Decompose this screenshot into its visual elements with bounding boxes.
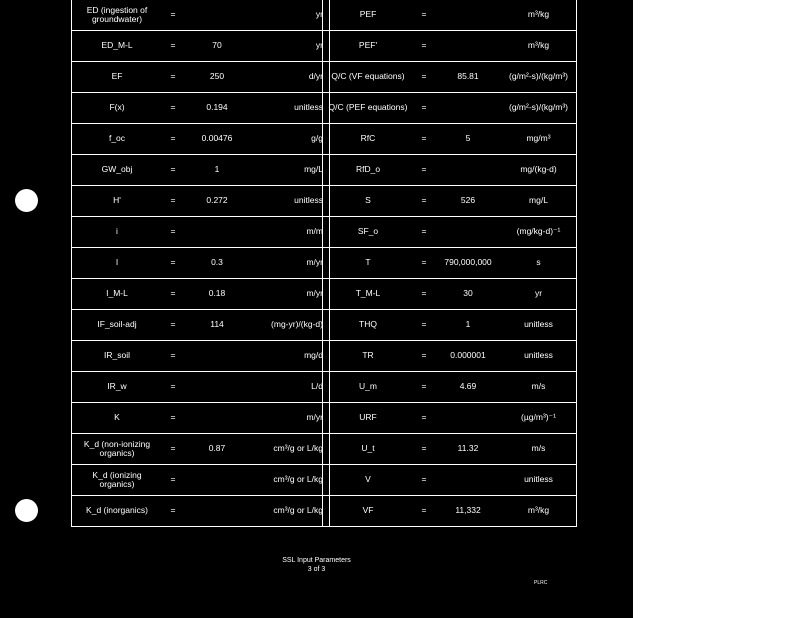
parameter-unit: m³/kg bbox=[501, 496, 577, 527]
parameter-value: 114 bbox=[184, 310, 250, 341]
parameter-row bbox=[72, 465, 330, 496]
parameter-value bbox=[435, 0, 501, 31]
equals-sign: = bbox=[413, 279, 435, 310]
parameter-name: IF_soil-adj bbox=[72, 310, 163, 341]
equals-sign: = bbox=[162, 217, 184, 248]
parameter-value bbox=[184, 372, 250, 403]
left-parameter-table bbox=[71, 0, 330, 527]
parameter-name: K_d (inorganics) bbox=[72, 496, 163, 527]
parameter-value: 11,332 bbox=[435, 496, 501, 527]
parameter-name: VF bbox=[323, 496, 414, 527]
parameter-value: 85.81 bbox=[435, 62, 501, 93]
parameter-name: K bbox=[72, 403, 163, 434]
equals-sign: = bbox=[162, 155, 184, 186]
parameter-name: H' bbox=[72, 186, 163, 217]
parameter-row bbox=[72, 124, 330, 155]
parameter-row bbox=[323, 310, 577, 341]
parameter-value: 5 bbox=[435, 124, 501, 155]
parameter-row bbox=[72, 248, 330, 279]
equals-sign: = bbox=[162, 62, 184, 93]
parameter-unit: m/yr bbox=[250, 248, 330, 279]
equals-sign: = bbox=[413, 62, 435, 93]
parameter-unit: mg/(kg-d) bbox=[501, 155, 577, 186]
parameter-name: IR_soil bbox=[72, 341, 163, 372]
parameter-row bbox=[323, 217, 577, 248]
parameter-value: 526 bbox=[435, 186, 501, 217]
parameter-unit: m/s bbox=[501, 434, 577, 465]
equals-sign: = bbox=[162, 0, 184, 31]
parameter-row bbox=[323, 248, 577, 279]
parameter-row bbox=[323, 341, 577, 372]
parameter-name: TR bbox=[323, 341, 414, 372]
parameter-value bbox=[184, 403, 250, 434]
parameter-name: I bbox=[72, 248, 163, 279]
parameter-row bbox=[72, 341, 330, 372]
parameter-name: f_oc bbox=[72, 124, 163, 155]
parameter-unit: unitless bbox=[250, 186, 330, 217]
equals-sign: = bbox=[413, 310, 435, 341]
parameter-name: THQ bbox=[323, 310, 414, 341]
parameter-unit: unitless bbox=[501, 310, 577, 341]
parameter-value bbox=[435, 93, 501, 124]
parameter-unit: yr bbox=[250, 0, 330, 31]
equals-sign: = bbox=[413, 403, 435, 434]
parameter-name: i bbox=[72, 217, 163, 248]
parameter-row bbox=[72, 186, 330, 217]
parameter-unit: mg/L bbox=[250, 155, 330, 186]
parameter-name: U_m bbox=[323, 372, 414, 403]
parameter-row bbox=[72, 310, 330, 341]
parameter-name: EF bbox=[72, 62, 163, 93]
parameter-unit: d/yr bbox=[250, 62, 330, 93]
parameter-unit: mg/L bbox=[501, 186, 577, 217]
parameter-unit: mg/m³ bbox=[501, 124, 577, 155]
parameter-row bbox=[72, 403, 330, 434]
parameter-value bbox=[435, 155, 501, 186]
equals-sign: = bbox=[162, 310, 184, 341]
parameter-unit: yr bbox=[501, 279, 577, 310]
parameter-value: 4.69 bbox=[435, 372, 501, 403]
equals-sign: = bbox=[413, 93, 435, 124]
footer-page-number: 3 of 3 bbox=[307, 566, 326, 573]
parameter-unit: m³/kg bbox=[501, 31, 577, 62]
equals-sign: = bbox=[162, 403, 184, 434]
parameter-row bbox=[72, 434, 330, 465]
parameter-unit: m/yr bbox=[250, 279, 330, 310]
parameter-unit: g/g bbox=[250, 124, 330, 155]
parameter-name: S bbox=[323, 186, 414, 217]
parameter-row bbox=[72, 217, 330, 248]
parameter-row bbox=[323, 186, 577, 217]
parameter-unit: s bbox=[501, 248, 577, 279]
parameter-row bbox=[72, 155, 330, 186]
equals-sign: = bbox=[162, 434, 184, 465]
parameter-unit: (mg/kg-d)⁻¹ bbox=[501, 217, 577, 248]
equals-sign: = bbox=[162, 496, 184, 527]
equals-sign: = bbox=[162, 279, 184, 310]
parameter-name: T_M-L bbox=[323, 279, 414, 310]
parameter-value: 0.3 bbox=[184, 248, 250, 279]
parameter-value: 0.18 bbox=[184, 279, 250, 310]
parameter-row bbox=[72, 279, 330, 310]
equals-sign: = bbox=[162, 465, 184, 496]
parameter-value bbox=[184, 0, 250, 31]
parameter-name: F(x) bbox=[72, 93, 163, 124]
parameter-name: URF bbox=[323, 403, 414, 434]
parameter-value: 0.00476 bbox=[184, 124, 250, 155]
parameter-row bbox=[323, 62, 577, 93]
parameter-value: 250 bbox=[184, 62, 250, 93]
parameter-row bbox=[72, 62, 330, 93]
parameter-unit: mg/d bbox=[250, 341, 330, 372]
parameter-unit: (mg-yr)/(kg-d) bbox=[250, 310, 330, 341]
parameter-value bbox=[184, 465, 250, 496]
parameter-row bbox=[323, 496, 577, 527]
equals-sign: = bbox=[413, 434, 435, 465]
parameter-name: I_M-L bbox=[72, 279, 163, 310]
parameter-value: 0.272 bbox=[184, 186, 250, 217]
parameter-name: IR_w bbox=[72, 372, 163, 403]
equals-sign: = bbox=[162, 372, 184, 403]
equals-sign: = bbox=[413, 0, 435, 31]
parameter-unit: m/yr bbox=[250, 403, 330, 434]
parameter-row bbox=[72, 372, 330, 403]
parameter-value bbox=[184, 341, 250, 372]
parameter-value: 1 bbox=[435, 310, 501, 341]
parameter-row bbox=[72, 93, 330, 124]
parameter-row bbox=[323, 93, 577, 124]
parameter-row bbox=[323, 31, 577, 62]
parameter-row bbox=[323, 434, 577, 465]
parameter-name: K_d (non-ionizing organics) bbox=[72, 434, 163, 465]
parameter-name: U_t bbox=[323, 434, 414, 465]
equals-sign: = bbox=[162, 341, 184, 372]
parameter-unit: unitless bbox=[501, 341, 577, 372]
parameter-unit: m/s bbox=[501, 372, 577, 403]
parameter-unit: unitless bbox=[501, 465, 577, 496]
parameter-value: 0.194 bbox=[184, 93, 250, 124]
parameter-name: ED (ingestion of groundwater) bbox=[72, 0, 163, 31]
equals-sign: = bbox=[413, 372, 435, 403]
parameter-row bbox=[72, 496, 330, 527]
parameter-unit: cm³/g or L/kg bbox=[250, 465, 330, 496]
parameter-name: T bbox=[323, 248, 414, 279]
parameter-row bbox=[323, 279, 577, 310]
parameter-name: Q/C (PEF equations) bbox=[323, 93, 414, 124]
parameter-value: 30 bbox=[435, 279, 501, 310]
parameter-unit: unitless bbox=[250, 93, 330, 124]
parameter-value bbox=[184, 496, 250, 527]
parameter-value bbox=[184, 217, 250, 248]
equals-sign: = bbox=[413, 248, 435, 279]
parameter-value: 1 bbox=[184, 155, 250, 186]
parameter-value bbox=[435, 465, 501, 496]
equals-sign: = bbox=[162, 124, 184, 155]
parameter-unit: m³/kg bbox=[501, 0, 577, 31]
parameter-row bbox=[323, 155, 577, 186]
parameter-name: RfC bbox=[323, 124, 414, 155]
footer-title: SSL Input Parameters bbox=[282, 557, 351, 564]
parameter-name: Q/C (VF equations) bbox=[323, 62, 414, 93]
parameter-unit: (g/m²-s)/(kg/m³) bbox=[501, 62, 577, 93]
parameter-name: GW_obj bbox=[72, 155, 163, 186]
punch-hole-top bbox=[15, 189, 38, 212]
equals-sign: = bbox=[162, 186, 184, 217]
parameter-row bbox=[323, 403, 577, 434]
parameter-row bbox=[323, 372, 577, 403]
parameter-row bbox=[72, 31, 330, 62]
parameter-value: 790,000,000 bbox=[435, 248, 501, 279]
parameter-row bbox=[323, 465, 577, 496]
equals-sign: = bbox=[413, 155, 435, 186]
equals-sign: = bbox=[413, 217, 435, 248]
parameter-unit: L/d bbox=[250, 372, 330, 403]
parameter-unit: (g/m²-s)/(kg/m³) bbox=[501, 93, 577, 124]
equals-sign: = bbox=[162, 31, 184, 62]
parameter-value: 0.000001 bbox=[435, 341, 501, 372]
equals-sign: = bbox=[413, 124, 435, 155]
parameter-name: K_d (ionizing organics) bbox=[72, 465, 163, 496]
equals-sign: = bbox=[413, 465, 435, 496]
parameter-value bbox=[435, 31, 501, 62]
equals-sign: = bbox=[162, 248, 184, 279]
parameter-name: ED_M-L bbox=[72, 31, 163, 62]
parameter-value: 0.87 bbox=[184, 434, 250, 465]
parameter-name: RfD_o bbox=[323, 155, 414, 186]
document-code: PLRC bbox=[534, 580, 548, 586]
parameter-row bbox=[323, 0, 577, 31]
parameter-row bbox=[323, 124, 577, 155]
equals-sign: = bbox=[413, 31, 435, 62]
parameter-name: PEF bbox=[323, 0, 414, 31]
parameter-name: PEF' bbox=[323, 31, 414, 62]
parameter-unit: m/m bbox=[250, 217, 330, 248]
parameter-unit: cm³/g or L/kg bbox=[250, 434, 330, 465]
parameter-unit: (µg/m³)⁻¹ bbox=[501, 403, 577, 434]
parameter-name: SF_o bbox=[323, 217, 414, 248]
equals-sign: = bbox=[413, 341, 435, 372]
parameter-unit: cm³/g or L/kg bbox=[250, 496, 330, 527]
equals-sign: = bbox=[413, 186, 435, 217]
parameter-row bbox=[72, 0, 330, 31]
equals-sign: = bbox=[162, 93, 184, 124]
parameter-value bbox=[435, 217, 501, 248]
parameter-value bbox=[435, 403, 501, 434]
punch-hole-bottom bbox=[15, 499, 38, 522]
equals-sign: = bbox=[413, 496, 435, 527]
parameter-name: V bbox=[323, 465, 414, 496]
parameter-value: 70 bbox=[184, 31, 250, 62]
parameter-value: 11.32 bbox=[435, 434, 501, 465]
parameter-unit: yr bbox=[250, 31, 330, 62]
right-parameter-table bbox=[322, 0, 577, 527]
